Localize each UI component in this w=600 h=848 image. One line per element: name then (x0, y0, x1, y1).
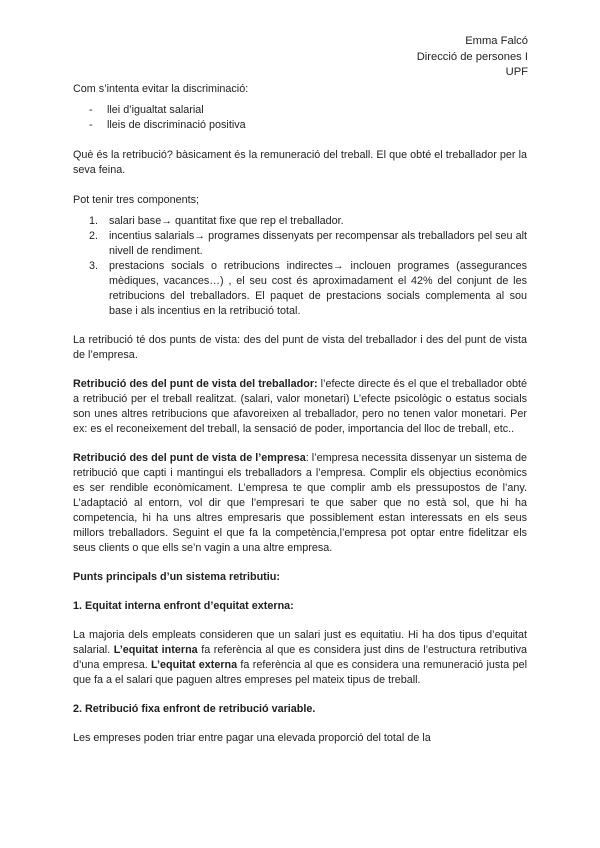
list-item-text: salari base→ quantitat fixe que rep el treballador. (109, 215, 344, 227)
internal-equity-term: L’equitat interna (113, 644, 198, 656)
list-item (73, 259, 527, 319)
list-marker: 1. (89, 215, 99, 227)
point1-heading: 1. Equitat interna enfront d’equitat externa: (73, 600, 294, 612)
retribucio-definition: Què és la retribució? bàsicament és la remuneració del treball. El que obté el treballador per la seva feina. (73, 149, 527, 176)
list-item-text: lleis de discriminació positiva (107, 119, 246, 131)
worker-view-heading: Retribució des del punt de vista del treballador: (73, 378, 318, 390)
point2-heading: 2. Retribució fixa enfront de retribució variable. (73, 703, 316, 715)
document-header (417, 34, 528, 81)
worker-view-paragraph (73, 377, 527, 437)
external-equity-term: L’equitat externa (151, 659, 238, 671)
point1-paragraph (73, 628, 527, 688)
author-name: Emma Falcó (465, 35, 528, 47)
list-item (73, 118, 527, 133)
worker-view-text: l’efecte directe és el que el treballador obté a retribució per el treball realitzat. (salari, valor monetari) L’efecte psicològic o estatus socials son unes altres retribucions que afavoreixen al treballador, pero no tenen valor monetari. Per ex: es el reconeixement del treball, la sensació de poder, importancia del lloc de treball, etc.. (73, 378, 527, 435)
discrimination-list (73, 103, 527, 133)
discrimination-intro: Com s’intenta evitar la discriminació: (73, 83, 249, 95)
document-body (73, 82, 527, 746)
list-marker: - (89, 104, 93, 116)
list-item-text: incentius salarials→ programes dissenyats per recompensar als treballadors pel seu alt nivell de rendiment. (109, 230, 527, 257)
list-item (73, 103, 527, 118)
list-marker: - (89, 119, 93, 131)
list-marker: 2. (89, 230, 99, 242)
company-view-text: : l’empresa necessita dissenyar un sistema de retribució que capti i mantingui els treballadors a l’empresa. Complir els objectius econòmics es ser rendible econòmicament. L’empresa te que complir amb els pressupostos de l’any. L’adaptació al entorn, vol dir que l’empresari te que saber que no està sol, que hi ha competencia, hi ha uns altres empresaris que possiblement estan interessats en els seus millors treballadors. Seguint el que fa la competència,l’empresa pot optar entre fidelitzar els seus clients o que ells se’n vagin a una altre empresa. (73, 452, 527, 554)
list-marker: 3. (89, 260, 99, 272)
two-views-paragraph: La retribució té dos punts de vista: des del punt de vista del treballador i des del punt de vista de l’empresa. (73, 334, 527, 361)
point2-paragraph: Les empreses poden triar entre pagar una elevada proporció del total de la (73, 732, 431, 744)
list-item (73, 214, 527, 229)
point1-text-c: fa referència al que es considera una remuneració justa pel que fa a el salari que paguen altres empreses pel mateix tipus de treball. (73, 659, 527, 686)
list-item-text: prestacions socials o retribucions indirectes→ inclouen programes (assegurances mèdiques, vacances…) , el seu cost és aproximadament el 42% del conjunt de les retribucions del treballadors. El paquet de prestacions socials complementa al sou base i als incentius en la retribució total. (109, 260, 527, 317)
list-item (73, 229, 527, 259)
institution-name: UPF (505, 66, 528, 78)
main-points-heading: Punts principals d’un sistema retributiu: (73, 571, 280, 583)
components-list (73, 214, 527, 319)
company-view-heading: Retribució des del punt de vista de l’empresa (73, 452, 306, 464)
point1-text-b: fa referència al que es considera just dins de l’estructura retributiva d’una empresa. (73, 644, 527, 671)
company-view-paragraph (73, 451, 527, 556)
list-item-text: llei d’igualtat salarial (107, 104, 204, 116)
point1-text-a: La majoria dels empleats consideren que un salari just es equitatiu. Hi ha dos tipus d’equitat salarial. (73, 629, 527, 656)
components-intro: Pot tenir tres components; (73, 194, 200, 206)
department-name: Direcció de persones I (416, 50, 528, 63)
